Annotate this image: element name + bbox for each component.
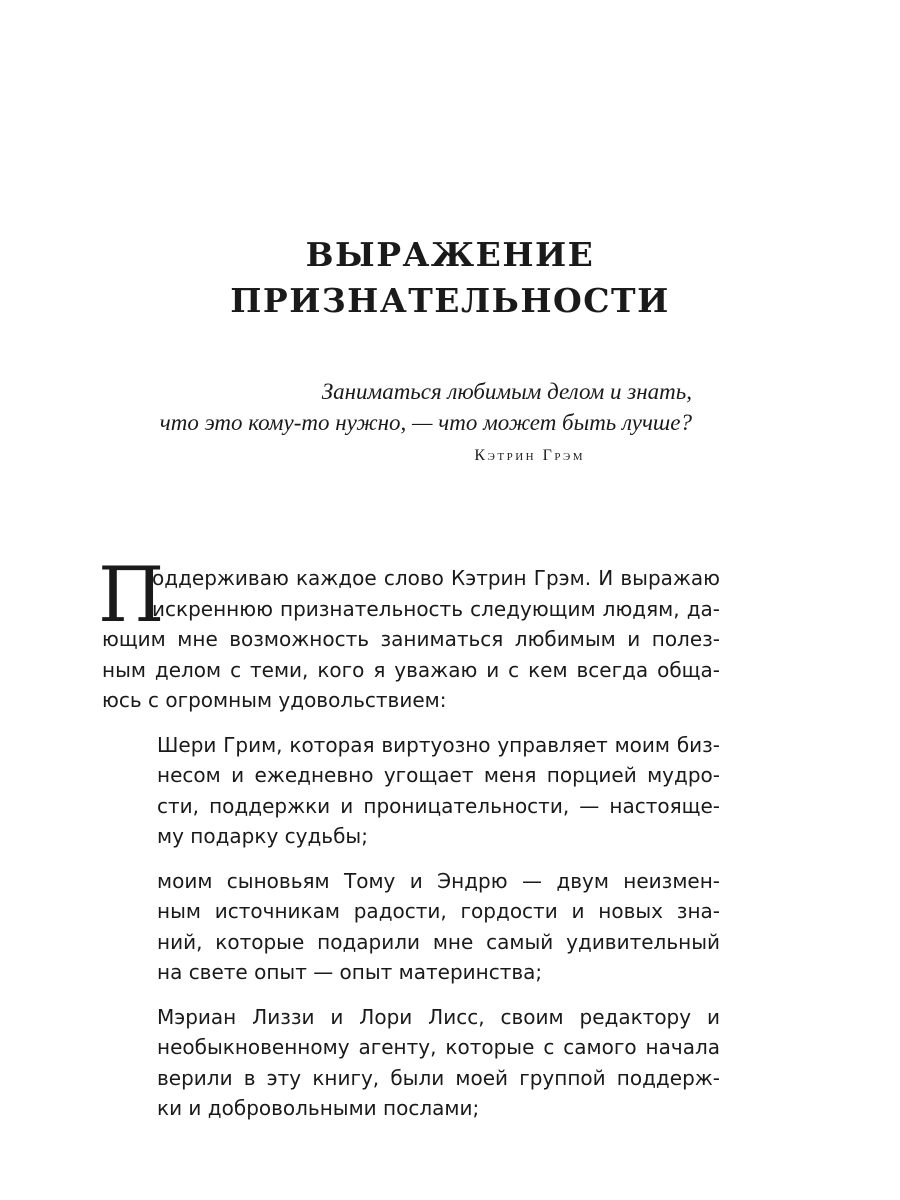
chapter-title — [0, 232, 900, 324]
epigraph — [80, 376, 692, 465]
item-2-line-1: моим сыновьям Тому и Эндрю — двум неизмен- — [157, 868, 720, 893]
epigraph-line-1: Заниматься любимым делом и знать, — [321, 379, 692, 404]
item-2-line-2: ным источникам радости, гордости и новых зна- — [157, 899, 720, 923]
item-3-line-1: Мэриан Лиззи и Лори Лисс, своим редактору и — [157, 1004, 720, 1029]
item-1-line-3: сти, поддержки и проницательности, — настояще- — [157, 793, 720, 818]
item-1-line-4: му подарку судьбы; — [157, 824, 368, 848]
item-3-line-3: верили в эту книгу, были моей группой поддерж- — [157, 1065, 720, 1090]
acknowledgement-item-2 — [157, 866, 720, 988]
item-2-line-3: ний, которые подарили мне самый удивительный — [157, 929, 720, 954]
intro-line-3: ющим мне возможность заниматься любимым и полез- — [102, 627, 720, 651]
intro-line-1: оддерживаю каждое слово Кэтрин Грэм. И выражаю — [152, 566, 720, 590]
acknowledgement-item-1 — [157, 730, 720, 852]
item-1-line-2: несом и ежедневно угощает меня порцией мудро- — [157, 763, 720, 787]
chapter-title-line-2: ПРИЗНАТЕЛЬНОСТИ — [230, 281, 670, 320]
intro-line-2: искреннюю признательность следующим людям, да- — [152, 596, 720, 621]
item-1-line-1: Шери Грим, которая виртуозно управляет моим биз- — [157, 732, 720, 757]
acknowledgement-item-3 — [157, 1002, 720, 1124]
epigraph-line-2: что это кому-то нужно, — что может быть лучше? — [159, 410, 692, 435]
intro-line-4: ным делом с теми, кого я уважаю и с кем всегда обща- — [102, 657, 720, 682]
intro-line-5: юсь с огромным удовольствием: — [102, 688, 447, 712]
drop-cap: П — [98, 550, 165, 639]
epigraph-author: Кэтрин Грэм — [474, 447, 585, 464]
body-text — [98, 550, 720, 1124]
item-2-line-4: на свете опыт — опыт материнства; — [157, 960, 543, 984]
item-3-line-4: ки и добровольными послами; — [157, 1096, 480, 1120]
item-3-line-2: необыкновенному агенту, которые с самого начала — [157, 1035, 720, 1059]
chapter-title-line-1: ВЫРАЖЕНИЕ — [305, 235, 595, 274]
intro-paragraph — [98, 550, 720, 716]
